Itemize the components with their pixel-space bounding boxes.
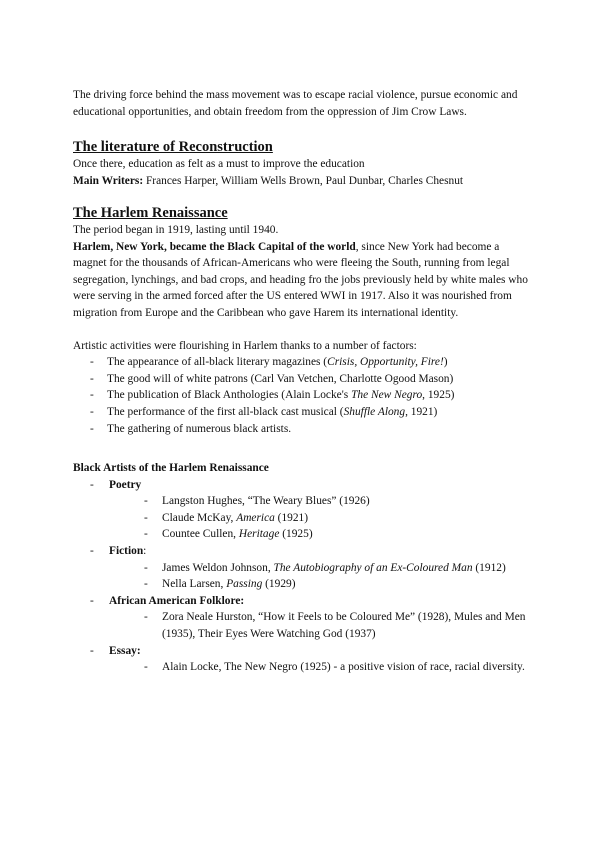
artists-heading-text: Black Artists of the Harlem Renaissance: [73, 462, 269, 474]
factor-italic: Shuffle Along: [343, 405, 406, 418]
main-writers-names: Frances Harper, William Wells Brown, Paul Dunbar, Charles Chesnut: [143, 174, 464, 187]
list-item: [73, 354, 533, 371]
reconstruction-heading: The literature of Reconstruction: [73, 139, 273, 155]
factor-text: , 1925): [422, 389, 455, 402]
poetry-item: Langston Hughes, “The Weary Blues” (1926): [162, 495, 370, 508]
dash-marker: -: [90, 356, 94, 369]
factor-text: , 1921): [405, 405, 438, 418]
list-item: [126, 493, 533, 510]
poetry-italic: America: [236, 511, 275, 524]
harlem-heading: The Harlem Renaissance: [73, 205, 228, 221]
fiction-list: [126, 560, 533, 593]
fiction-item: James Weldon Johnson,: [162, 561, 274, 574]
dash-marker: -: [90, 405, 94, 418]
dash-marker: -: [90, 544, 94, 557]
harlem-section: [73, 204, 533, 437]
harlem-capital-paragraph: [73, 239, 533, 322]
factor-text: ): [443, 356, 448, 369]
poetry-list: [126, 493, 533, 543]
dash-marker: -: [144, 495, 148, 508]
harlem-period: The period began in 1919, lasting until 1940.: [73, 224, 279, 236]
essay-item: Alain Locke, The New Negro (1925) - a positive vision of race, racial diversity.: [162, 661, 525, 674]
dash-marker: -: [90, 389, 94, 402]
dash-marker: -: [90, 422, 94, 435]
folklore-label: African American Folklore:: [109, 594, 245, 607]
artists-categories: [73, 477, 533, 676]
poetry-item: Claude McKay,: [162, 511, 237, 524]
list-item: [73, 387, 533, 404]
list-item: [73, 404, 533, 421]
essay-label: Essay:: [109, 644, 141, 657]
list-item: [126, 560, 533, 577]
factor-italic: The New Negro: [351, 389, 423, 402]
list-item: [73, 593, 533, 643]
folklore-list: [126, 609, 533, 642]
harlem-capital-rest: , since New York had become a magnet for the thousands of African-Americans who were fleeing the South, running from legal segregation, lynchings, and bad crops, and heading fro the jobs previously held by white males who were serving in the armed forced after the US entered WWI in 1917. Also it was nourished from migration from Europe and the Caribbean who gave Harem its international identity.: [73, 240, 528, 319]
main-writers-label: Main Writers:: [73, 174, 144, 187]
dash-marker: -: [90, 478, 94, 491]
dash-marker: -: [144, 661, 148, 674]
list-item: [126, 659, 533, 676]
dash-marker: -: [90, 594, 94, 607]
poetry-item: Countee Cullen,: [162, 528, 239, 541]
poetry-label: Poetry: [109, 478, 142, 491]
fiction-item: (1912): [472, 561, 506, 574]
factors-intro: Artistic activities were flourishing in Harlem thanks to a number of factors:: [73, 339, 417, 352]
list-item: [126, 526, 533, 543]
list-item: [126, 576, 533, 593]
folklore-item: Zora Neale Hurston, “How it Feels to be Coloured Me” (1928), Mules and Men (1935), Their Eyes Were Watching God (1937): [162, 611, 526, 640]
factor-text: The appearance of all-black literary magazines (: [107, 356, 328, 369]
intro-paragraph: The driving force behind the mass movement was to escape racial violence, pursue economic and educational opportunities, and obtain freedom from the oppression of Jim Crow Laws.: [73, 89, 518, 118]
factor-text: The performance of the first all-black cast musical (: [107, 405, 344, 418]
factor-text: The good will of white patrons (Carl Van Vetchen, Charlotte Ogood Mason): [107, 372, 454, 385]
fiction-label: Fiction: [109, 544, 144, 557]
dash-marker: -: [90, 644, 94, 657]
fiction-colon: :: [143, 544, 147, 557]
dash-marker: -: [144, 511, 148, 524]
artists-section: [73, 460, 533, 676]
factor-italic: Crisis, Opportunity, Fire!: [327, 356, 444, 369]
list-item: [73, 643, 533, 676]
list-item: [73, 477, 533, 543]
poetry-item: (1925): [279, 528, 313, 541]
main-writers-line: [73, 173, 533, 190]
list-item: [73, 421, 533, 438]
fiction-item: Nella Larsen,: [162, 578, 227, 591]
factor-text: The publication of Black Anthologies (Alain Locke's: [107, 389, 352, 402]
fiction-item: (1929): [262, 578, 296, 591]
reconstruction-line: Once there, education as felt as a must to improve the education: [73, 158, 365, 170]
fiction-italic: The Autobiography of an Ex-Coloured Man: [273, 561, 473, 574]
dash-marker: -: [144, 611, 148, 624]
list-item: [126, 510, 533, 527]
list-item: [73, 543, 533, 593]
factor-text: The gathering of numerous black artists.: [107, 422, 292, 435]
reconstruction-section: [73, 138, 533, 189]
factors-list: [73, 354, 533, 437]
poetry-item: (1921): [274, 511, 309, 524]
essay-list: [126, 659, 533, 676]
harlem-capital-bold: Harlem, New York, became the Black Capital of the world: [73, 240, 356, 253]
fiction-italic: Passing: [226, 578, 263, 591]
poetry-italic: Heritage: [238, 528, 280, 541]
artists-heading: [73, 460, 533, 477]
dash-marker: -: [144, 528, 148, 541]
dash-marker: -: [144, 561, 148, 574]
dash-marker: -: [144, 578, 148, 591]
dash-marker: -: [90, 372, 94, 385]
list-item: [73, 371, 533, 388]
list-item: [126, 609, 533, 642]
